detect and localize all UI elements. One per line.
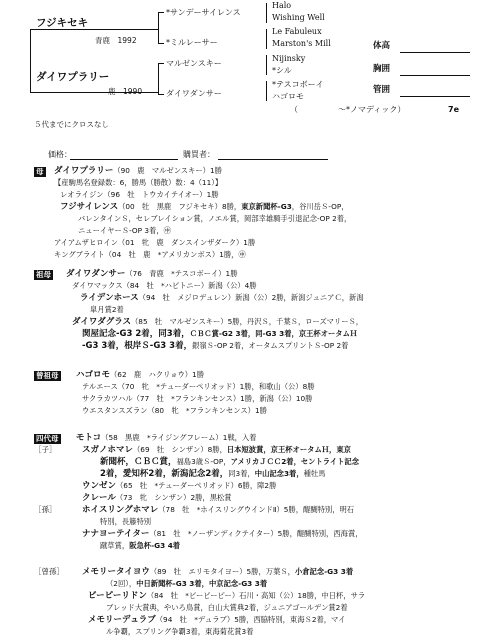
text: アイアムザヒロイン（01 牝 鹿 ダンスインザダーク）1勝 bbox=[54, 238, 256, 247]
g3-3: Le Fabuleux bbox=[272, 27, 322, 36]
bold-text: 新聞杯，ＣＢＣ賞， bbox=[100, 457, 177, 467]
dam-name: ダイワプラリー bbox=[36, 71, 110, 83]
text: レオライジン（96 牡 トウカイテイオー）1勝 bbox=[60, 190, 219, 199]
dam-dam: ダイワダンサー bbox=[166, 89, 222, 98]
bold-text: 関屋記念-G3 2着，同3着， bbox=[82, 329, 190, 339]
text: （2回）， bbox=[106, 579, 137, 588]
g3-1: Halo bbox=[272, 1, 292, 10]
text: ニューイヤーＳ-OP 3着，㊥ bbox=[78, 226, 171, 235]
text: （62 鹿 ハクリョウ）1勝 bbox=[110, 370, 204, 379]
buyer-label: 購買者： bbox=[183, 150, 215, 159]
family-line bbox=[66, 270, 238, 279]
bold-text: 中山記念3着， bbox=[254, 469, 304, 478]
family-line bbox=[82, 482, 276, 491]
text: （76 青鹿 *テスコボーイ）1勝 bbox=[125, 269, 238, 278]
section-tag: ［曾孫］ bbox=[34, 567, 64, 576]
text: 銀嶺Ｓ-OP 2着，オータムスプリントＳ-OP 2着 bbox=[192, 341, 349, 350]
dam-sire: マルゼンスキー bbox=[166, 59, 222, 68]
text: バレンタインＳ，セレブレイション賞，ノエル賞，岡部幸雄騎手引退記念-OP 2着， bbox=[78, 214, 352, 223]
bold-text: メモリータイヨウ bbox=[82, 567, 150, 577]
family-line bbox=[100, 518, 151, 525]
family-line bbox=[106, 628, 254, 635]
family-line bbox=[82, 383, 315, 390]
price-line bbox=[70, 159, 178, 160]
bold-text: ハゴロモ bbox=[76, 370, 111, 380]
family-line bbox=[80, 294, 364, 303]
bold-text: -G3 3着，根岸Ｓ-G3 3着， bbox=[82, 341, 193, 351]
bold-text: モトコ bbox=[76, 433, 102, 443]
g3-7: *テスコボーイ bbox=[272, 80, 324, 89]
text: 特別，長籐特別 bbox=[100, 517, 152, 526]
field-chest-line bbox=[400, 75, 470, 76]
text: ，谷川岳Ｓ-OP， bbox=[291, 202, 349, 211]
price-label: 価格： bbox=[48, 150, 72, 159]
family-line bbox=[54, 179, 222, 186]
g3-4: Marston's Mill bbox=[272, 39, 331, 48]
family-line bbox=[106, 580, 267, 587]
bold-text: 京王杯オータムＨ bbox=[298, 329, 358, 338]
bold-text: ビーピーリドン bbox=[88, 591, 147, 601]
sire-meta: 青鹿 1992 bbox=[95, 36, 137, 45]
bold-text: ナナヨーテイター bbox=[82, 529, 150, 539]
bold-text: 東京新聞杯-G3 bbox=[241, 202, 292, 211]
bold-text: 2着，愛知杯2着，新潟記念2着， bbox=[100, 469, 229, 479]
line-prefix: ［孫］ bbox=[34, 505, 57, 514]
sire-sire: *サンデーサイレンス bbox=[166, 8, 241, 17]
text: ウエスタンスズラン（80 牝 *フランキンセンス）1勝 bbox=[82, 406, 267, 415]
text: キングブライト（04 牡 鹿 *アメリカンボス）1勝，㊥ bbox=[54, 250, 246, 259]
text: （69 牡 シンザン）8勝， bbox=[133, 445, 227, 454]
family-line bbox=[76, 434, 257, 443]
g3-8: ハゴロモ bbox=[272, 92, 304, 101]
text: （85 牡 マルゼンスキー）5勝，丹沢Ｓ，千葉Ｓ，ローズマリーＳ， bbox=[131, 317, 364, 326]
text: （58 黒鹿 *ライジングフレーム）1戦，入着 bbox=[101, 433, 257, 442]
bold-text: 阪急杯-G3 4着 bbox=[129, 541, 181, 550]
field-chest-label: 胸囲 bbox=[373, 64, 391, 74]
text: 同3着， bbox=[228, 469, 255, 478]
bold-text: ホイスリングホマレ bbox=[82, 505, 159, 515]
family-line bbox=[54, 251, 246, 258]
family-line bbox=[78, 215, 351, 222]
field-height-label: 体高 bbox=[373, 41, 391, 51]
text: （00 牡 黒鹿 フジキセキ）8勝， bbox=[118, 202, 242, 211]
text: 福島3歳Ｓ-OP， bbox=[176, 457, 231, 466]
family-line bbox=[76, 371, 204, 380]
text: （90 鹿 マルゼンスキー）1勝 bbox=[113, 166, 222, 175]
field-cannon-line bbox=[400, 96, 470, 97]
bold-text: 日本短波賞，京王杯オータムＨ，東京 bbox=[226, 445, 351, 454]
family-line bbox=[100, 542, 180, 549]
text: テルエース（70 牝 *テューダーペリオッド）1勝，和歌山（公）8勝 bbox=[82, 382, 315, 391]
family-line bbox=[82, 330, 357, 339]
family-line bbox=[60, 191, 219, 198]
family-line bbox=[82, 342, 348, 351]
text: （94 牡 メジロデュレン）新潟（公）2勝，新潟ジュニアＣ，新潟 bbox=[138, 293, 364, 302]
text: ル争覇，スプリング争覇3着，東海菊花賞3着 bbox=[106, 627, 254, 636]
bold-text: ダイワダンサー bbox=[66, 269, 126, 279]
buyer-line bbox=[218, 159, 328, 160]
text: ダイワマックス（84 牡 *ハビトニー）新潟（公）4勝 bbox=[72, 281, 257, 290]
text: （78 牡 *ホイスリングウインドⅡ）5勝，醍醐特別，明石 bbox=[158, 505, 355, 514]
text: （65 牡 *テューダーペリオッド）6勝，障2勝 bbox=[116, 481, 277, 490]
text: （89 牡 エリモタイヨー）5勝，万葉Ｓ， bbox=[149, 567, 295, 576]
family-line bbox=[72, 318, 363, 327]
bold-text: ライデンホース bbox=[80, 293, 139, 303]
bold-text: ダイワプラリー bbox=[54, 166, 114, 176]
family-line bbox=[82, 568, 353, 577]
family-line bbox=[82, 494, 232, 503]
text: （84 牡 *ビーピーピー）石川・高知（公）18勝，中日杯，サラ bbox=[146, 591, 366, 600]
text: サクラカツハル（77 牡 *フランキンセンス）1勝，新潟（公）10勝 bbox=[82, 394, 313, 403]
bold-text: 中日新聞杯-G3 3着，中京記念-G3 3着 bbox=[136, 579, 268, 588]
text: 種牡馬 bbox=[303, 469, 326, 478]
family-line bbox=[88, 616, 346, 625]
family-line bbox=[72, 282, 257, 289]
field-height-line bbox=[400, 52, 470, 53]
family-line bbox=[82, 407, 267, 414]
bold-text: ＣＢＣ賞-G2 3着， bbox=[189, 329, 256, 338]
g3-5: Nijinsky bbox=[272, 54, 306, 63]
family-line bbox=[100, 458, 359, 467]
bold-text: ウンゼン bbox=[82, 481, 117, 491]
family-line bbox=[54, 167, 222, 176]
text: （81 牡 *ノーザンディクテイター）5勝，醍醐特別，西海賞， bbox=[149, 529, 363, 538]
text: （73 牝 シンザン）2勝，黒松賞 bbox=[115, 493, 232, 502]
family-line bbox=[78, 227, 171, 234]
family-line bbox=[88, 592, 365, 601]
text: （94 牡 *デュラブ）5勝，西脇特別，東海Ｓ2着，マイ bbox=[155, 615, 346, 624]
bold-text: 小倉記念-G3 3着 bbox=[294, 567, 354, 576]
family-line bbox=[106, 604, 348, 611]
section-tag: 曾祖母 bbox=[36, 371, 59, 380]
family-line bbox=[60, 203, 349, 212]
family-line bbox=[82, 395, 312, 402]
section-tag: 母 bbox=[36, 167, 44, 176]
bold-text: アメリカＪＣＣ2着，セントライト記念 bbox=[230, 457, 360, 466]
sire-dam: *ミルレーサー bbox=[166, 38, 218, 47]
inbreeding-num: 7e bbox=[448, 105, 459, 114]
bold-text: クレール bbox=[82, 493, 116, 503]
bold-text: ダイワダグラス bbox=[72, 317, 131, 327]
bold-text: 同-G3 3着， bbox=[255, 329, 299, 338]
field-cannon-label: 管囲 bbox=[373, 85, 391, 95]
family-line bbox=[90, 306, 124, 313]
cross-note: ５代までにクロスなし bbox=[34, 120, 109, 129]
inbreeding: （ ～*ノマディック） bbox=[290, 105, 406, 114]
bold-text: フジサイレンス bbox=[60, 202, 119, 212]
bold-text: メモリーデュラブ bbox=[88, 615, 156, 625]
sire-name: フジキセキ bbox=[36, 17, 89, 29]
text: 【産駒馬名登録数：6，勝馬（勝散）数：4（11）】 bbox=[54, 178, 223, 187]
text: 蹴草賞， bbox=[100, 541, 130, 550]
family-line bbox=[100, 470, 326, 479]
line-prefix: ［子］ bbox=[34, 445, 57, 454]
family-line bbox=[54, 239, 255, 246]
g3-6: *シル bbox=[272, 66, 292, 75]
family-line bbox=[82, 506, 354, 515]
section-tag: 四代母 bbox=[36, 434, 59, 443]
section-tag: 祖母 bbox=[36, 270, 51, 279]
text: 皐月賞2着 bbox=[90, 305, 124, 314]
g3-2: Wishing Well bbox=[272, 13, 325, 22]
family-line bbox=[82, 446, 351, 455]
family-line bbox=[82, 530, 363, 539]
text: ブレッド大賞典，やいろ鳥賞，白山大賞典2着，ジュニアゴールデン賞2着 bbox=[106, 603, 348, 612]
bold-text: スガノホマレ bbox=[82, 445, 134, 455]
